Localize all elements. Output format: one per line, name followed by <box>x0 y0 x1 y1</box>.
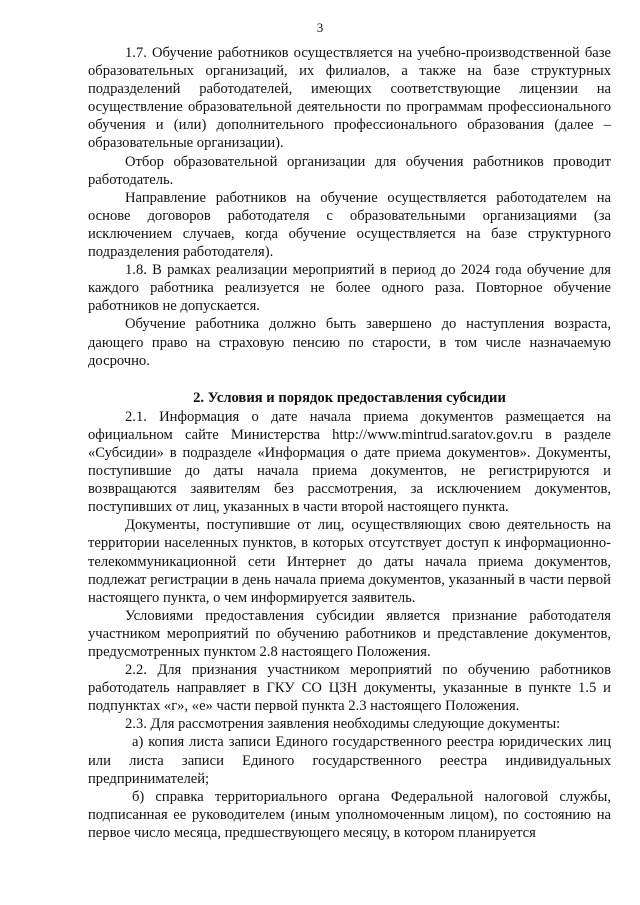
paragraph-1-7: 1.7. Обучение работников осуществляется на учебно-производственной базе образовательных организаций, их филиалов, а также на базе структурных подразделений работодателей, имеющих соответствующие лицензии на осуществление образовательной деятельности по программам профессионального обучения и (или) дополнительного профессионального образования (далее – образовательные организации). <box>88 45 611 152</box>
document-body <box>88 44 611 842</box>
paragraph-conditions: Условиями предоставления субсидии является признание работодателя участником мероприятий по обучению работников и представление документов, предусмотренных пунктом 2.8 настоящего Положения. <box>88 607 611 660</box>
paragraph-2-1: 2.1. Информация о дате начала приема документов размещается на официальном сайте Министерства http://www.mintrud.saratov.gov.ru в разделе «Субсидии» в подразделе «Информация о дате приема документов». Документы, поступившие до даты начала приема документов, не регистрируются и возвращаются заявителям без рассмотрения, за исключением документов, поступивших от лиц, указанных в части второй настоящего пункта. <box>88 408 611 516</box>
paragraph-2-3: 2.3. Для рассмотрения заявления необходимы следующие документы: <box>125 716 561 733</box>
paragraph-item-b: б) справка территориального органа Федеральной налоговой службы, подписанная ее руководителем (иным уполномоченным лицом), по состоянию на первое число месяца, предшествующего месяцу, в котором планируется <box>88 788 611 841</box>
paragraph-selection: Отбор образовательной организации для обучения работников проводит работодатель. <box>88 153 611 188</box>
page-number: 3 <box>316 20 324 35</box>
section-heading-2: 2. Условия и порядок предоставления субсидии <box>193 389 506 406</box>
paragraph-completion: Обучение работника должно быть завершено до наступления возраста, дающего право на страховую пенсию по старости, в том числе назначаемую досрочно. <box>88 316 611 369</box>
paragraph-documents: Документы, поступившие от лиц, осуществляющих свою деятельность на территории населенных пунктов, в которых отсутствует доступ к информационно-телекоммуникационной сети Интернет до даты начала приема документов, подлежат регистрации в день начала приема документов, указанный в части первой настоящего пункта, о чем информируется заявитель. <box>88 517 611 606</box>
paragraph-1-8: 1.8. В рамках реализации мероприятий в период до 2024 года обучение для каждого работника реализуется не более одного раза. Повторное обучение работников не допускается. <box>88 262 611 315</box>
paragraph-item-a: а) копия листа записи Единого государственного реестра юридических лиц или листа записи Единого государственного реестра индивидуальных предпринимателей; <box>88 734 611 787</box>
paragraph-direction: Направление работников на обучение осуществляется работодателем на основе договоров работодателя с образовательными организациями (за исключением случаев, когда обучение осуществляется на базе структурного подразделения работодателя). <box>88 189 611 261</box>
paragraph-2-2: 2.2. Для признания участником мероприятий по обучению работников работодатель направляет в ГКУ СО ЦЗН документы, указанные в пункте 1.5 и подпунктах «г», «е» части первой пункта 2.3 настоящего Положения. <box>88 662 611 715</box>
